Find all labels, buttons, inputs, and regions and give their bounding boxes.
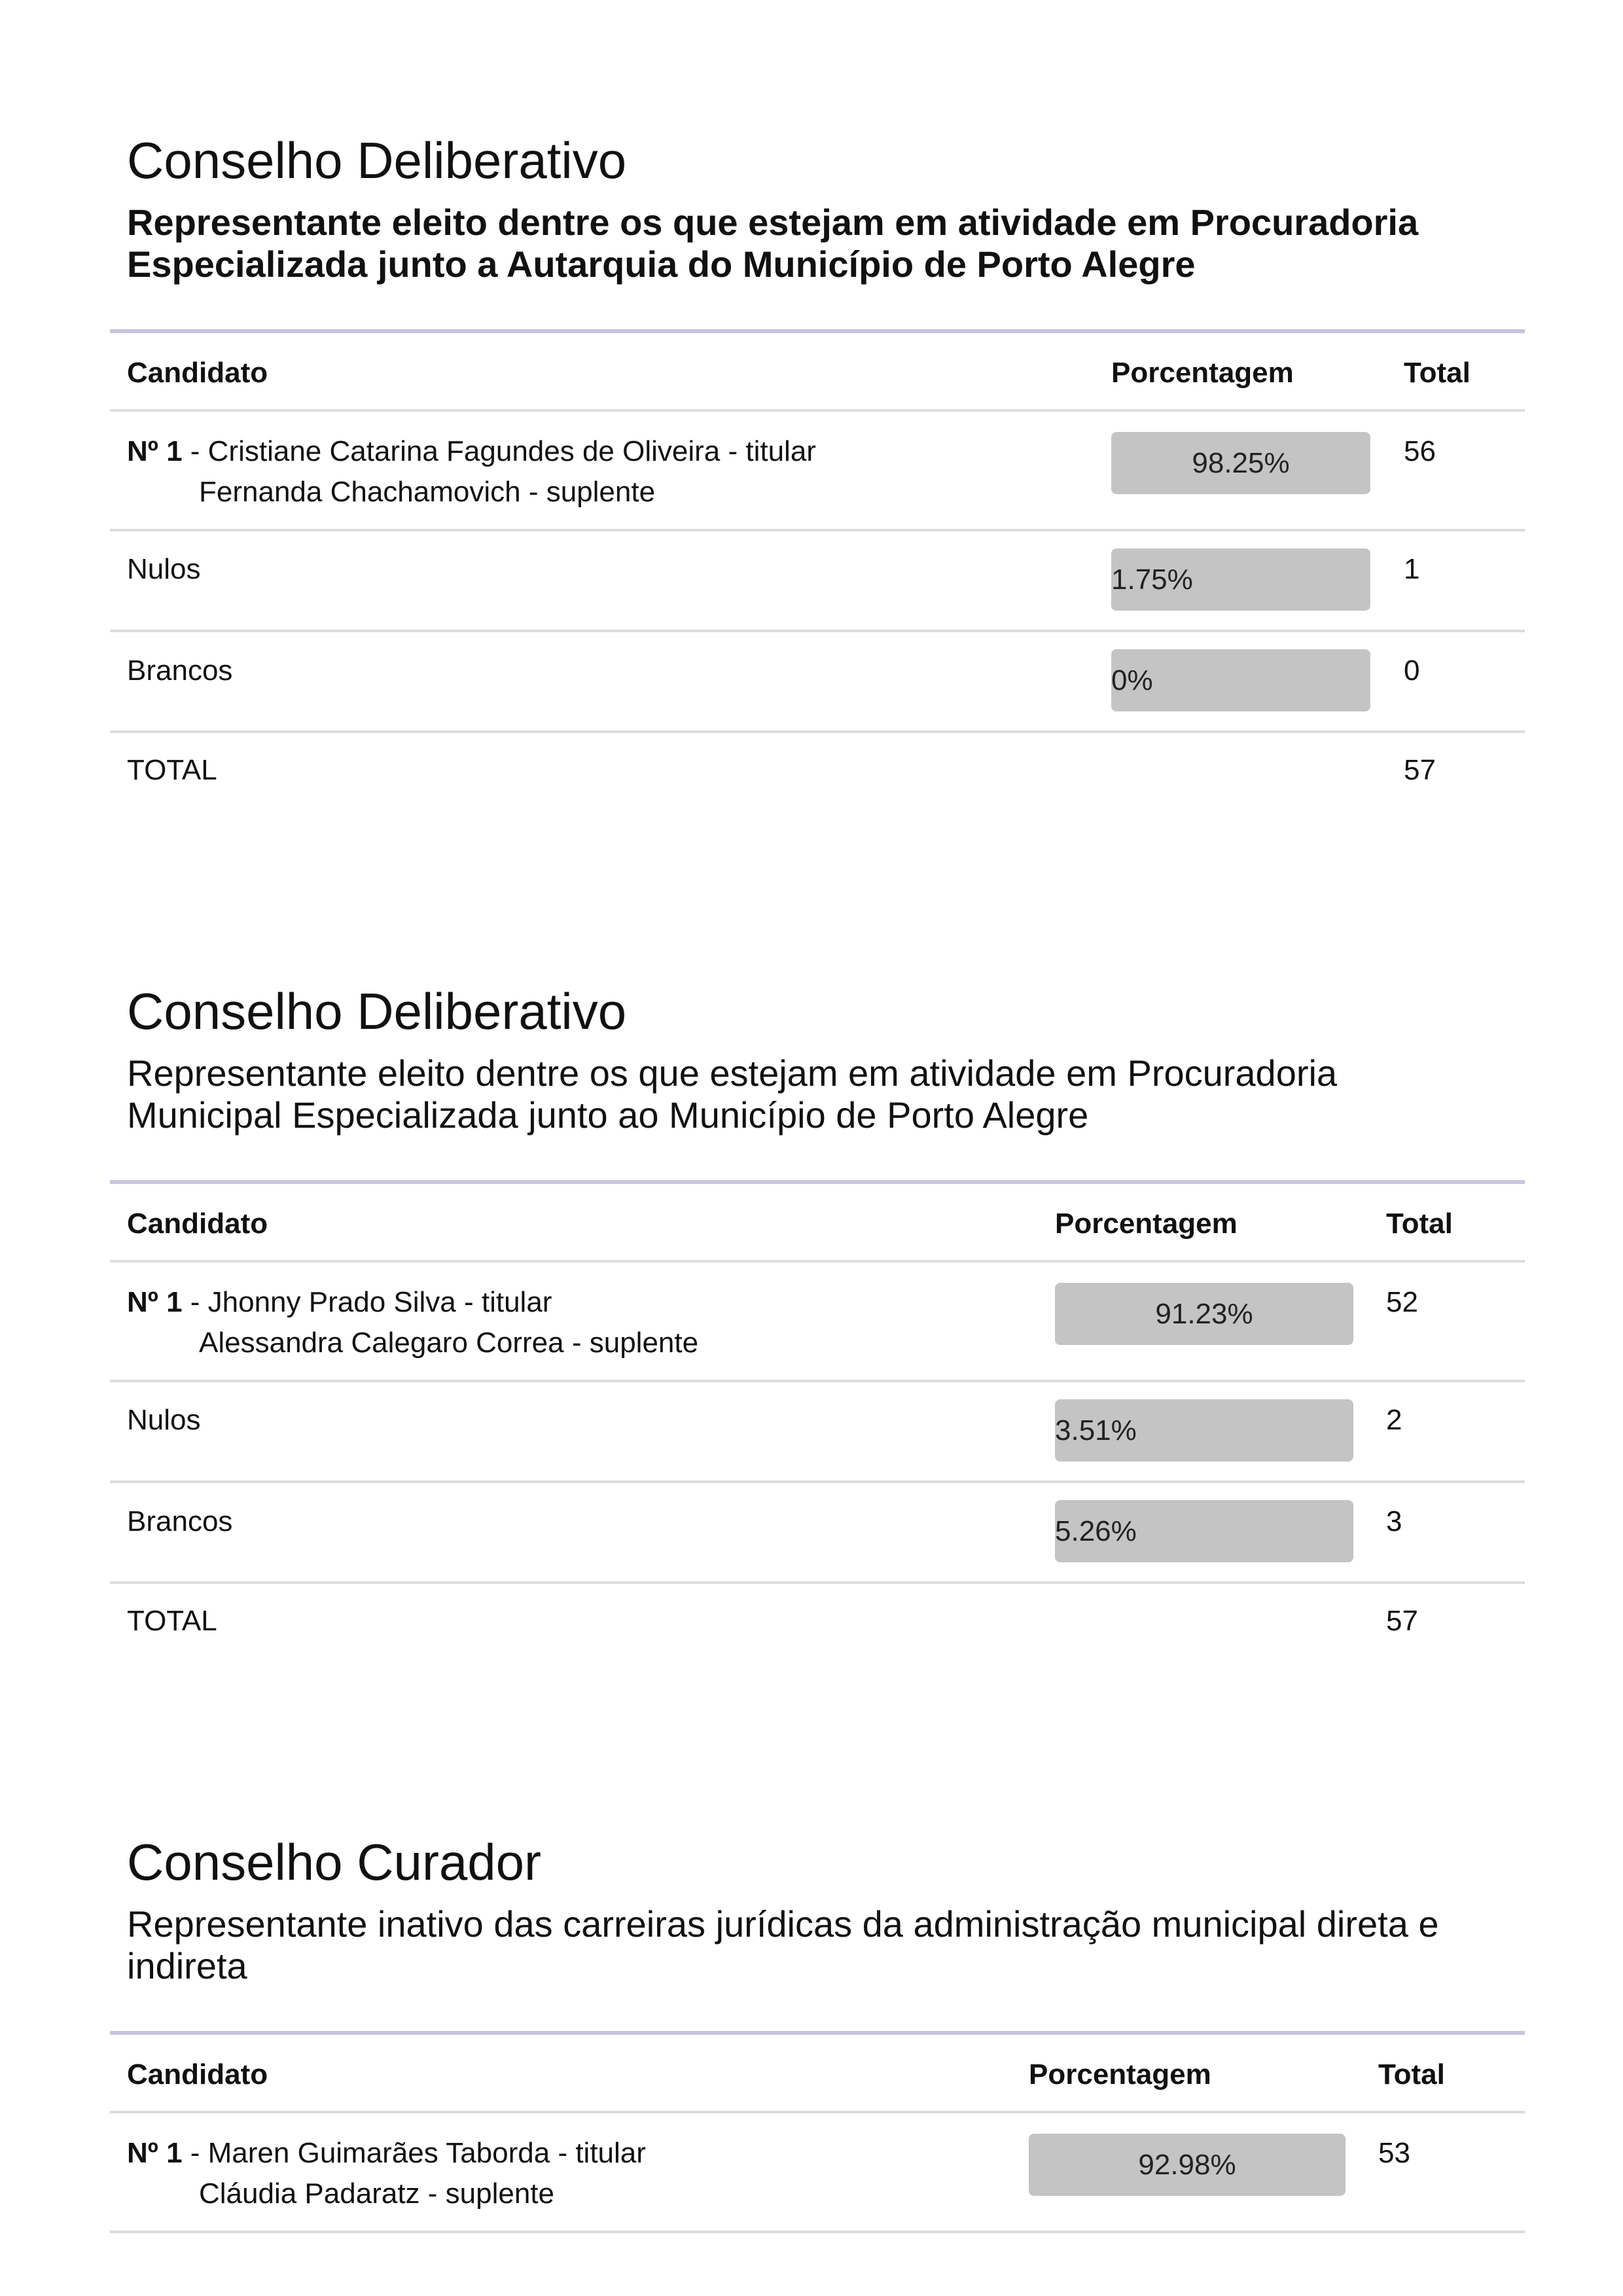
percent-value: 1.75% — [1111, 564, 1193, 596]
section-title: Conselho Curador — [127, 1833, 542, 1891]
section-conselho-deliberativo-autarquia — [110, 131, 1525, 818]
total-value: 3 — [1386, 1505, 1402, 1537]
total-label: TOTAL — [127, 1605, 217, 1637]
percent-bar — [1029, 2134, 1346, 2196]
header-candidate: Candidato — [127, 2058, 268, 2090]
header-candidate: Candidato — [127, 357, 268, 389]
nulos-label: Nulos — [127, 553, 201, 585]
header-divider — [110, 1260, 1525, 1263]
header-percent: Porcentagem — [1029, 2058, 1211, 2090]
grand-total-value: 57 — [1404, 754, 1436, 786]
nulos-label: Nulos — [127, 1404, 201, 1436]
row-divider — [110, 630, 1525, 632]
total-value: 53 — [1378, 2137, 1410, 2169]
row-divider — [110, 730, 1525, 733]
percent-value: 3.51% — [1055, 1414, 1137, 1446]
percent-bar — [1055, 1399, 1353, 1462]
header-total: Total — [1386, 1208, 1453, 1240]
total-label: TOTAL — [127, 754, 217, 786]
total-value: 0 — [1404, 655, 1420, 687]
total-value: 2 — [1386, 1404, 1402, 1436]
candidate-titular: Nº 1 - Cristiane Catarina Fagundes de Oliveira - titular — [127, 435, 816, 467]
header-percent: Porcentagem — [1111, 357, 1294, 389]
percent-value: 5.26% — [1055, 1515, 1137, 1547]
table-top-divider — [110, 2031, 1525, 2035]
candidate-titular: Nº 1 - Maren Guimarães Taborda - titular — [127, 2137, 646, 2169]
percent-bar — [1111, 548, 1370, 611]
section-conselho-curador — [110, 1833, 1525, 2238]
percent-bar — [1111, 649, 1370, 711]
row-divider — [110, 1581, 1525, 1584]
total-value: 1 — [1404, 553, 1420, 585]
brancos-label: Brancos — [127, 1505, 233, 1537]
table-top-divider — [110, 1180, 1525, 1184]
section-subtitle: Representante inativo das carreiras jurídicas da administração municipal direta e indireta — [127, 1903, 1439, 1986]
section-title: Conselho Deliberativo — [127, 982, 627, 1040]
percent-value: 91.23% — [1155, 1298, 1253, 1330]
percent-value: 92.98% — [1138, 2149, 1236, 2181]
row-divider — [110, 1380, 1525, 1382]
total-value: 52 — [1386, 1286, 1418, 1318]
candidate-titular: Nº 1 - Jhonny Prado Silva - titular — [127, 1286, 552, 1318]
section-subtitle: Representante eleito dentre os que estejam em atividade em Procuradoria Municipal Especializada junto ao Município de Porto Alegre — [127, 1052, 1338, 1136]
percent-bar — [1055, 1283, 1353, 1345]
brancos-label: Brancos — [127, 655, 233, 687]
header-total: Total — [1378, 2058, 1445, 2090]
section-title: Conselho Deliberativo — [127, 132, 627, 189]
candidate-suplente: Cláudia Padaratz - suplente — [199, 2178, 554, 2210]
percent-value: 98.25% — [1192, 447, 1290, 479]
row-divider — [110, 2231, 1525, 2233]
percent-bar — [1111, 432, 1370, 494]
total-value: 56 — [1404, 435, 1436, 467]
header-divider — [110, 2111, 1525, 2113]
candidate-suplente: Fernanda Chachamovich - suplente — [199, 476, 656, 508]
header-total: Total — [1404, 357, 1471, 389]
table-top-divider — [110, 329, 1525, 333]
percent-bar — [1055, 1500, 1353, 1562]
section-conselho-deliberativo-municipio — [110, 982, 1525, 1669]
percent-value: 0% — [1111, 664, 1153, 696]
header-divider — [110, 409, 1525, 412]
grand-total-value: 57 — [1386, 1605, 1418, 1637]
header-candidate: Candidato — [127, 1208, 268, 1240]
row-divider — [110, 529, 1525, 531]
header-percent: Porcentagem — [1055, 1208, 1238, 1240]
section-subtitle: Representante eleito dentre os que estejam em atividade em Procuradoria Especializada junto a Autarquia do Município de Porto Alegre — [127, 202, 1419, 285]
row-divider — [110, 1480, 1525, 1483]
candidate-suplente: Alessandra Calegaro Correa - suplente — [199, 1327, 699, 1359]
